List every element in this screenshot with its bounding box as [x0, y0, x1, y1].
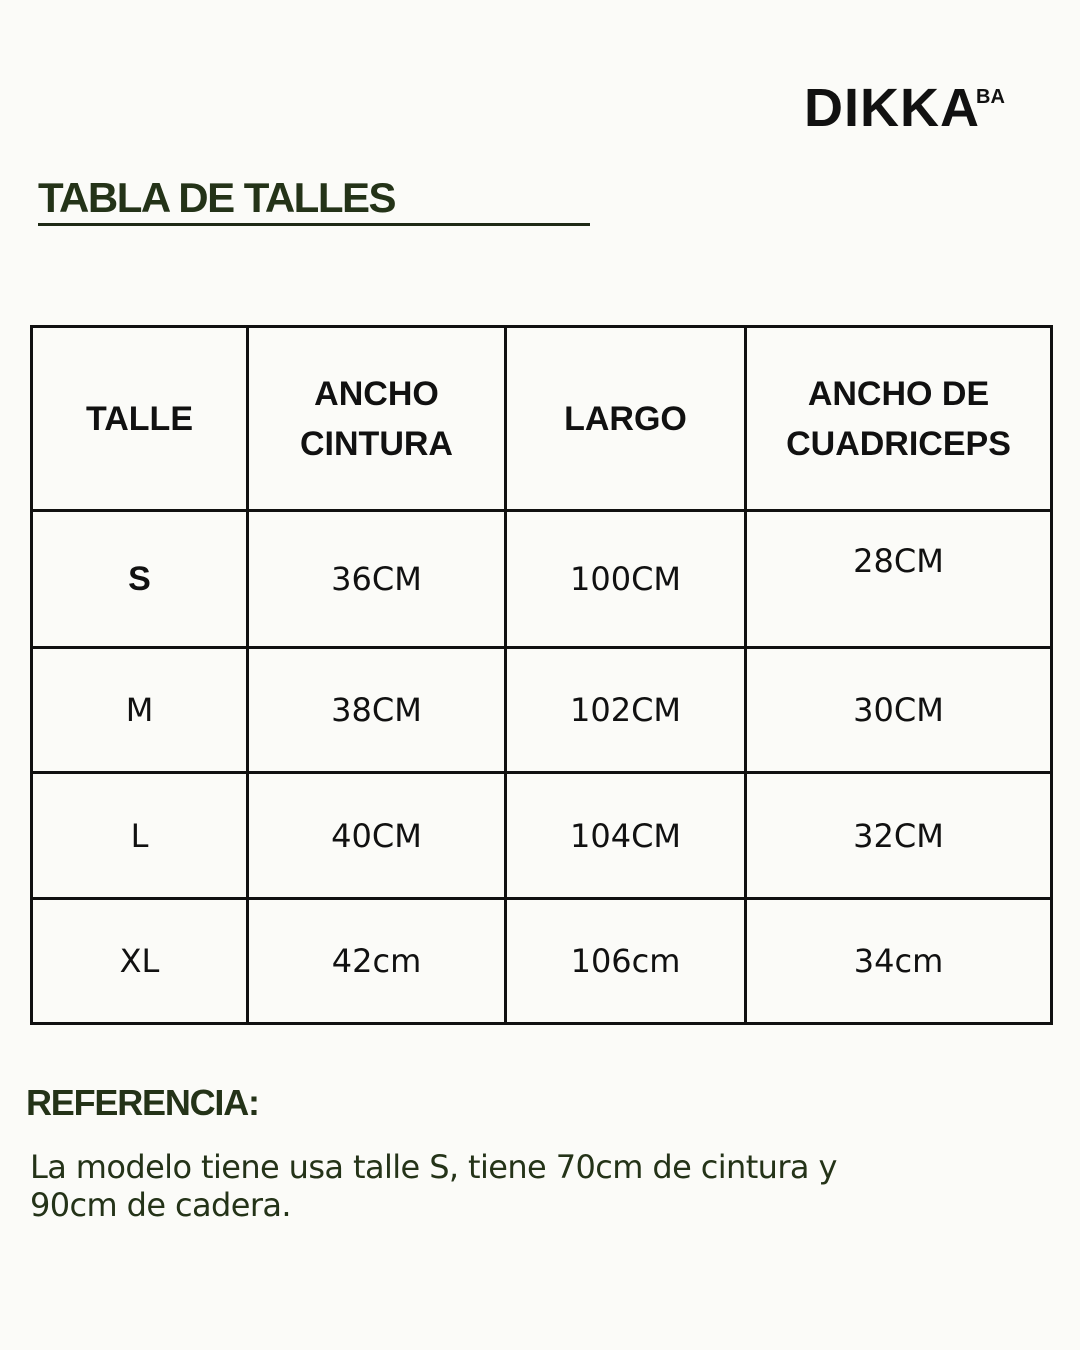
cell-size: S	[32, 511, 248, 648]
cell-size: M	[32, 648, 248, 773]
reference-heading: REFERENCIA:	[26, 1082, 259, 1123]
header-largo	[506, 327, 746, 511]
cell-ancho-cuadriceps: 28CM	[746, 511, 1052, 648]
header-largo-line-1: LARGO	[564, 399, 687, 438]
table-row	[32, 899, 1052, 1024]
header-ancho-cintura-line-1: ANCHO	[314, 374, 439, 413]
cell-ancho-cuadriceps: 30CM	[746, 648, 1052, 773]
cell-ancho-cuadriceps: 34cm	[746, 899, 1052, 1024]
brand-logo	[804, 78, 1005, 138]
cell-size: L	[32, 773, 248, 899]
cell-largo: 100CM	[506, 511, 746, 648]
cell-ancho-cintura: 40CM	[248, 773, 506, 899]
brand-name: DIKKA	[804, 78, 980, 138]
table-row	[32, 773, 1052, 899]
cell-size: XL	[32, 899, 248, 1024]
cell-ancho-cuadriceps: 32CM	[746, 773, 1052, 899]
header-ancho-cuadriceps-line-2: CUADRICEPS	[786, 424, 1011, 463]
header-ancho-cuadriceps-line-1: ANCHO DE	[807, 374, 990, 413]
table-header-row	[32, 327, 1052, 511]
cell-ancho-cintura: 36CM	[248, 511, 506, 648]
brand-suffix: BA	[976, 86, 1005, 108]
title-underline	[38, 223, 590, 226]
header-talle	[32, 327, 248, 511]
header-ancho-cintura-line-2: CINTURA	[300, 424, 453, 463]
cell-ancho-cintura: 42cm	[248, 899, 506, 1024]
table-row	[32, 511, 1052, 648]
table-row	[32, 648, 1052, 773]
reference-text: La modelo tiene usa talle S, tiene 70cm de cintura y 90cm de cadera.	[30, 1148, 837, 1224]
size-table	[30, 325, 1053, 1025]
header-ancho-cuadriceps	[746, 327, 1052, 511]
cell-largo: 102CM	[506, 648, 746, 773]
header-ancho-cintura	[248, 327, 506, 511]
header-talle-line-1: TALLE	[85, 399, 193, 438]
cell-largo: 104CM	[506, 773, 746, 899]
cell-ancho-cintura: 38CM	[248, 648, 506, 773]
cell-largo: 106cm	[506, 899, 746, 1024]
page-title: TABLA DE TALLES	[38, 174, 396, 221]
